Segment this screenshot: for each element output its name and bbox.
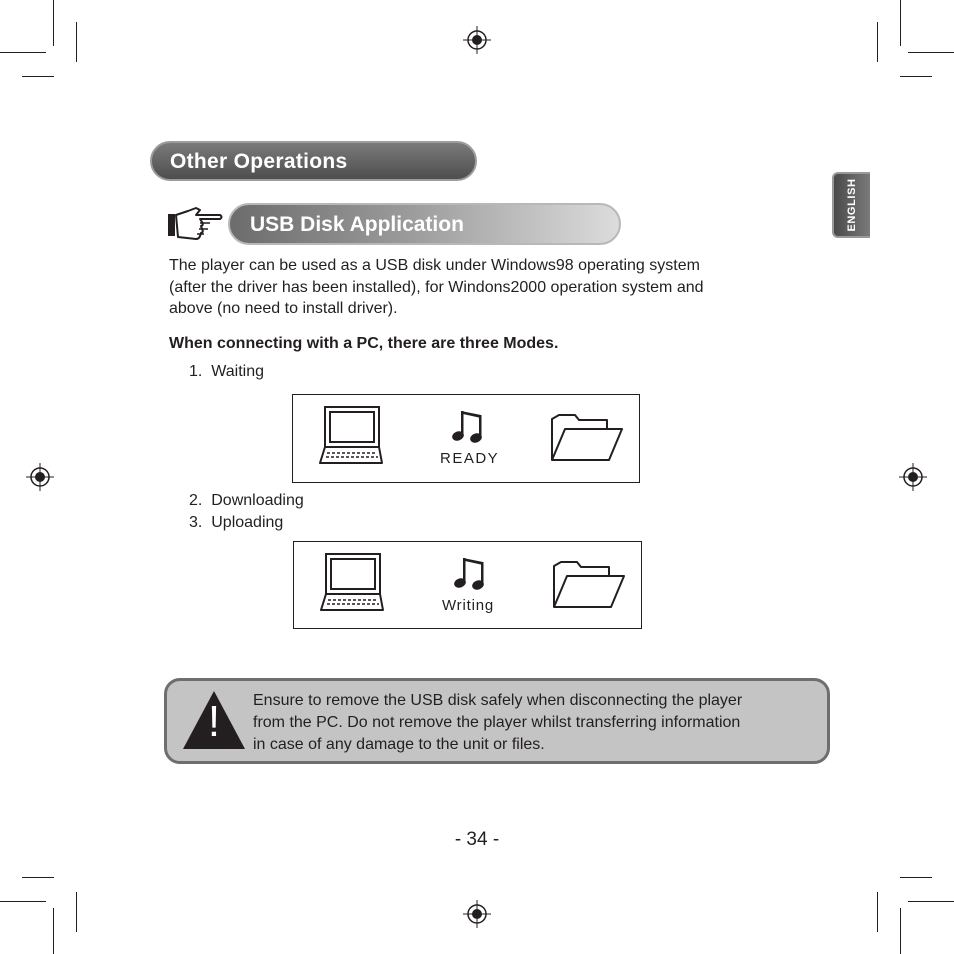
registration-mark-icon: [899, 463, 927, 491]
mode-number: 1.: [189, 363, 203, 380]
mode-label: Downloading: [211, 492, 304, 509]
folder-icon: [551, 560, 627, 610]
registration-mark-icon: [26, 463, 54, 491]
warning-text: [253, 690, 742, 756]
crop-mark: [53, 908, 54, 954]
mode-item-waiting: [189, 363, 264, 381]
language-tab: [832, 172, 870, 238]
screen-writing: [293, 541, 642, 629]
warning-line: from the PC. Do not remove the player whilst transferring information: [253, 714, 741, 731]
section-title: Other Operations: [170, 150, 348, 173]
warning-line: Ensure to remove the USB disk safely when disconnecting the player: [253, 692, 743, 709]
mode-item-uploading: [189, 514, 283, 532]
crop-mark: [0, 52, 46, 53]
computer-icon: [320, 552, 384, 616]
subsection-title: USB Disk Application: [250, 213, 464, 236]
folder-icon: [549, 413, 625, 463]
mode-label: Waiting: [211, 363, 264, 380]
registration-mark-icon: [463, 900, 491, 928]
registration-mark-icon: [463, 26, 491, 54]
language-tab-label: ENGLISH: [846, 178, 858, 232]
music-note-icon: [452, 552, 488, 592]
section-title-banner: [150, 141, 477, 181]
crop-mark: [0, 901, 46, 902]
crop-mark: [908, 52, 954, 53]
crop-mark: [900, 908, 901, 954]
crop-mark: [22, 76, 54, 77]
screen-status-text: Writing: [442, 597, 494, 614]
crop-mark: [900, 0, 901, 46]
crop-mark: [877, 22, 878, 62]
mode-item-downloading: [189, 492, 304, 510]
intro-line: above (no need to install driver).: [169, 300, 398, 317]
intro-line: The player can be used as a USB disk under Windows98 operating system: [169, 257, 700, 274]
mode-label: Uploading: [211, 514, 284, 531]
screen-waiting: [292, 394, 640, 483]
intro-paragraph: [169, 255, 789, 320]
music-note-icon: [450, 405, 486, 445]
crop-mark: [76, 22, 77, 62]
warning-box: [164, 678, 830, 764]
crop-mark: [900, 76, 932, 77]
computer-icon: [319, 405, 383, 469]
modes-heading: When connecting with a PC, there are three Modes.: [169, 335, 559, 352]
crop-mark: [908, 901, 954, 902]
crop-mark: [22, 877, 54, 878]
intro-line: (after the driver has been installed), for Windons2000 operation system and: [169, 278, 704, 296]
crop-mark: [76, 892, 77, 932]
mode-number: 2.: [189, 492, 203, 509]
crop-mark: [900, 877, 932, 878]
screen-status-text: READY: [440, 450, 500, 467]
crop-mark: [53, 0, 54, 46]
pointing-hand-icon: [166, 206, 224, 242]
page-number: - 34 -: [454, 829, 500, 850]
warning-mark: !: [207, 697, 221, 746]
crop-mark: [877, 892, 878, 932]
mode-number: 3.: [189, 514, 203, 531]
warning-line: in case of any damage to the unit or files.: [253, 736, 545, 753]
subsection-title-banner: [228, 203, 621, 245]
